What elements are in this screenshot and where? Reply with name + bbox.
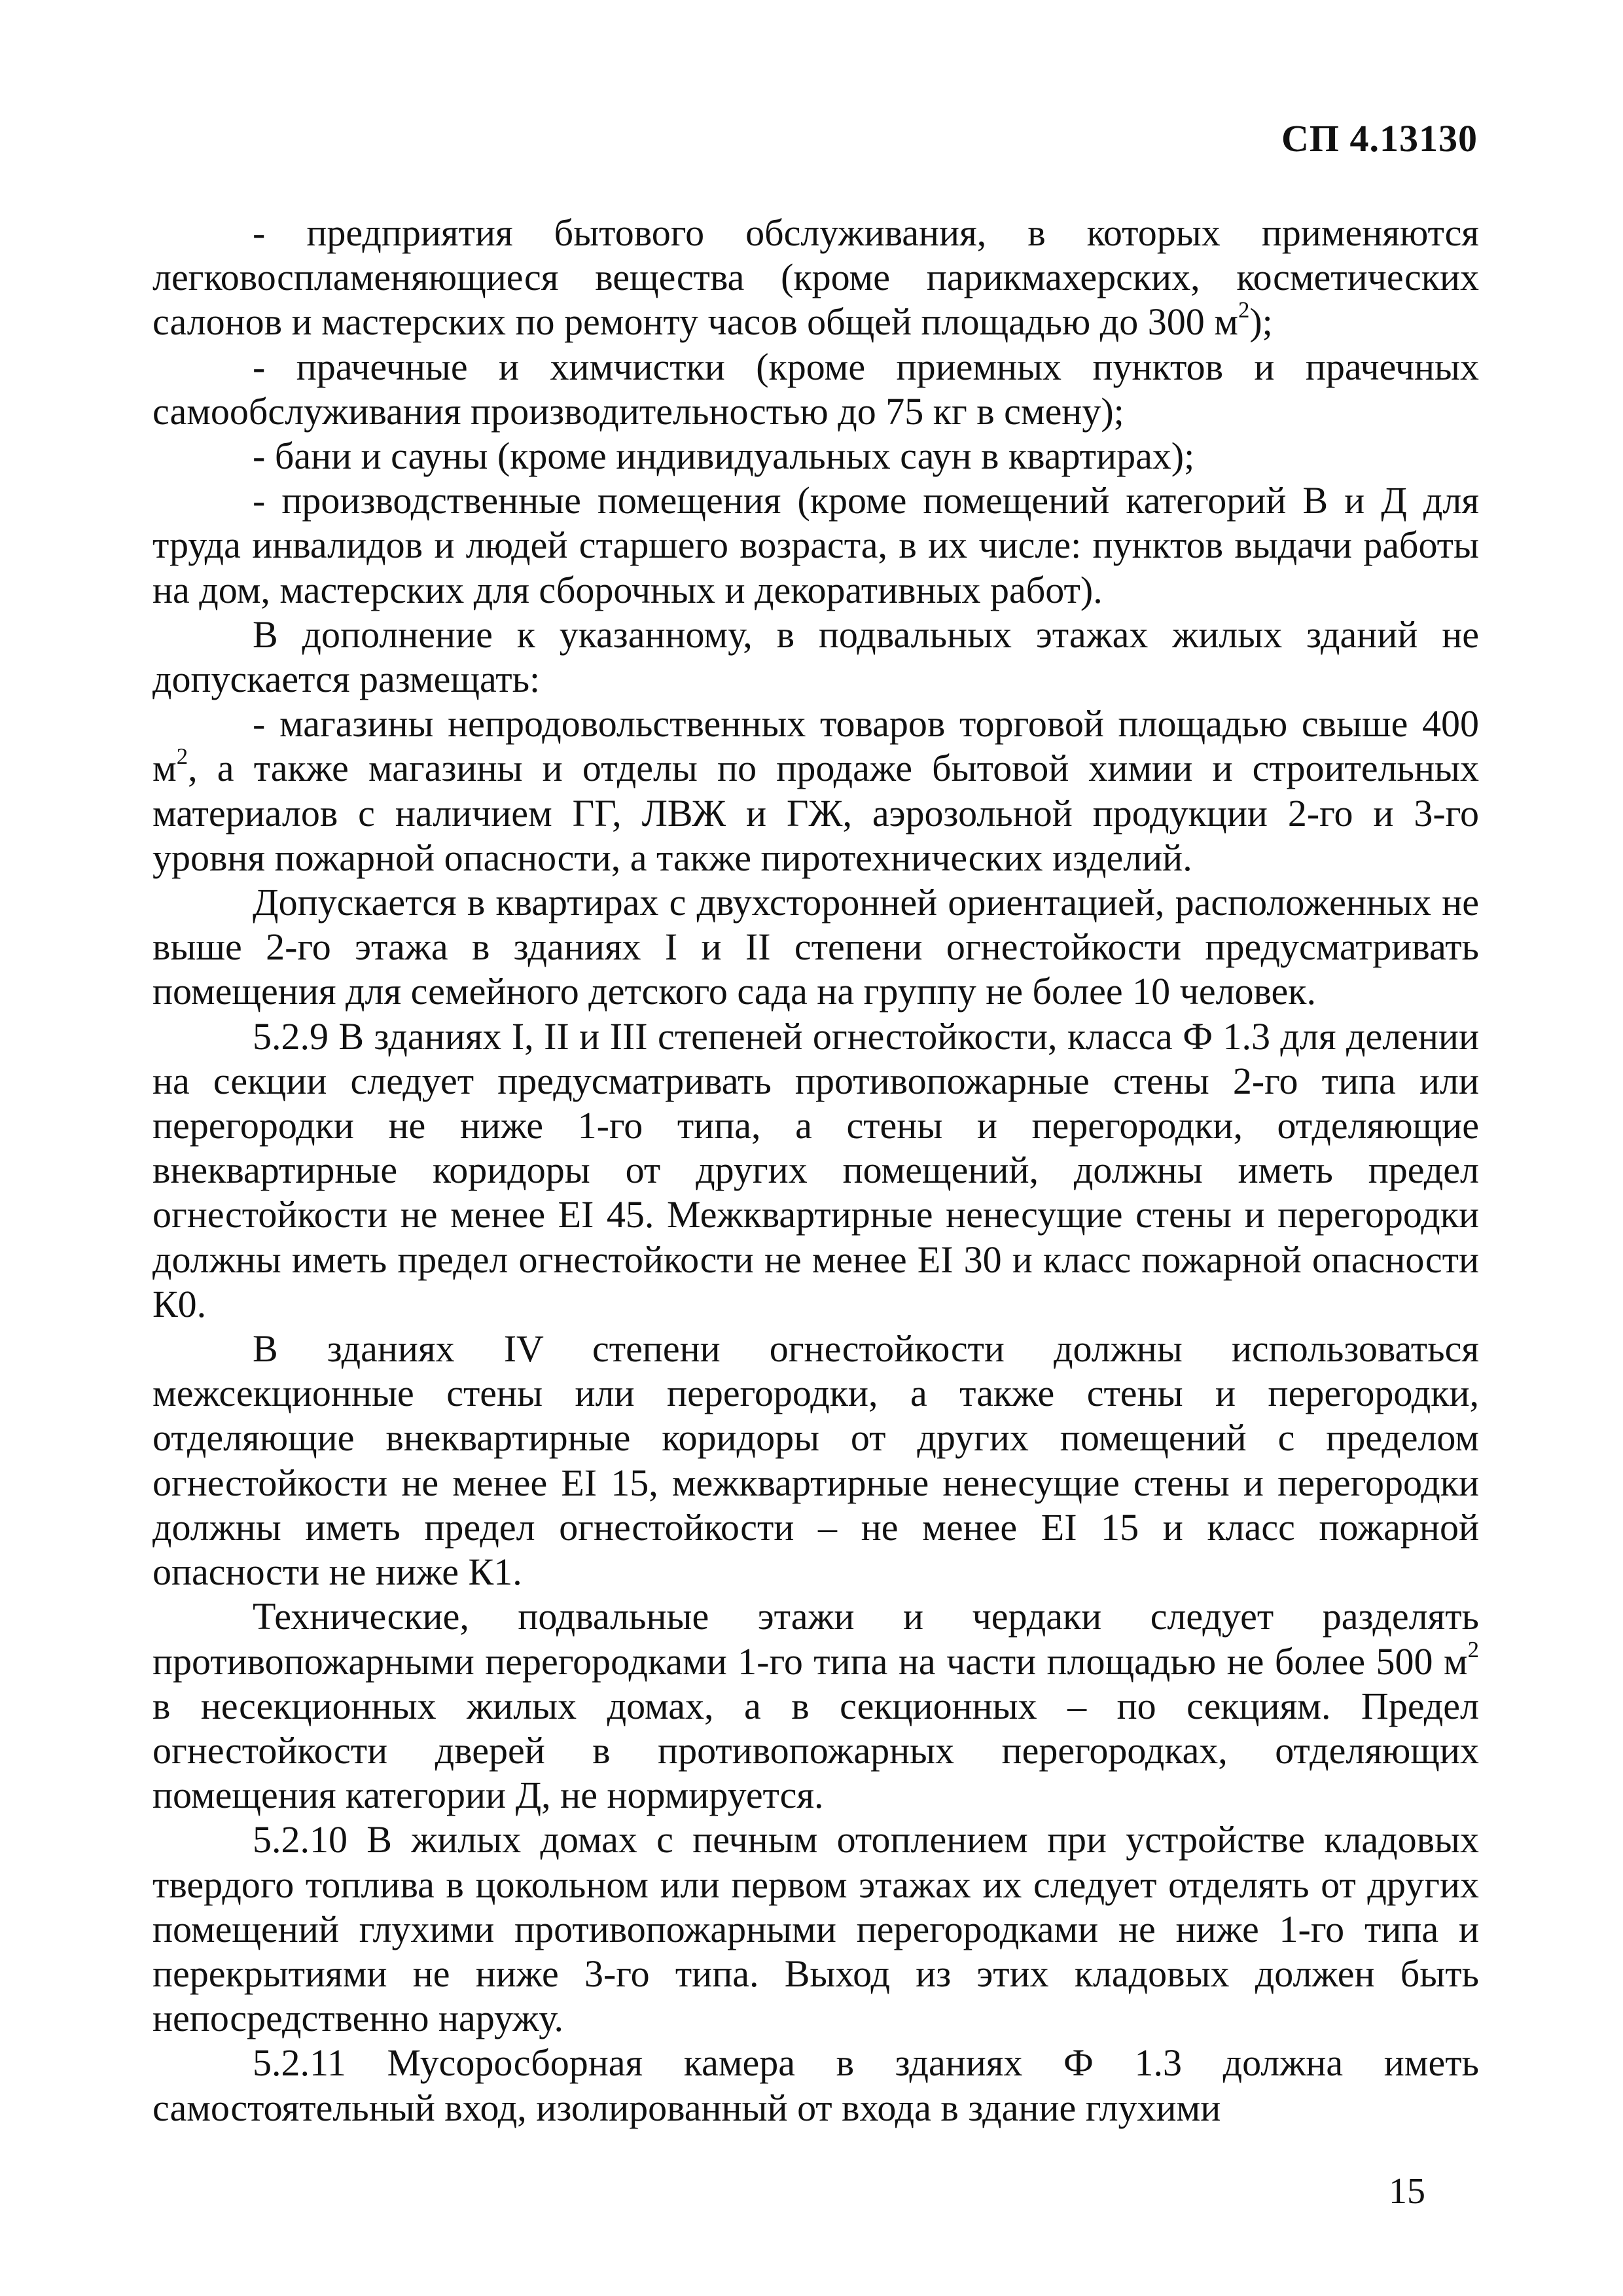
paragraph-family-kindergarten: Допускается в квартирах с двухсторонней ориентацией, расположенных не выше 2-го этажа в зданиях I и II степени огнестойкости предусматривать помещения для семейного детского сада на группу не более 10 человек. (152, 881, 1479, 1013)
document-code: СП 4.13130 (1281, 117, 1478, 160)
page-number: 15 (1389, 2171, 1425, 2212)
paragraph-clause-5-2-10: 5.2.10 В жилых домах с печным отоплением при устройстве кладовых твердого топлива в цокольном или первом этажах их следует отделять от других помещений глухими противопожарными перегородками не ниже 1-го типа и перекрытиями не ниже 3-го типа. Выход из этих кладовых должен быть непосредственно наружу. (152, 1818, 1479, 2040)
paragraph-baths-saunas: - бани и сауны (кроме индивидуальных саун в квартирах); (253, 435, 1195, 478)
paragraph-degree-iv-buildings: В зданиях IV степени огнестойкости должны использоваться межсекционные стены или перегородки, а также стены и перегородки, отделяющие внеквартирные коридоры от других помещений с пределом огнестойкости не менее EI 15, межквартирные ненесущие стены и перегородки должны иметь предел огнестойкости – не менее EI 15 и класс пожарной опасности не ниже К1. (152, 1327, 1479, 1594)
paragraph-production-rooms: - производственные помещения (кроме помещений категорий В и Д для труда инвалидов и людей старшего возраста, в их числе: пунктов выдачи работы на дом, мастерских для сборочных и декоративных работ). (152, 479, 1479, 611)
document-body (152, 211, 1479, 2130)
paragraph-nonfood-shops: - магазины непродовольственных товаров торговой площадью свыше 400 $м^2$, а также магазины и отделы по продаже бытовой химии и строительных материалов с наличием ГГ, ЛВЖ и ГЖ, аэрозольной продукции 2-го и 3-го уровня пожарной опасности, а также пиротехнических изделий. (152, 702, 1479, 879)
paragraph-clause-5-2-9: 5.2.9 В зданиях I, II и III степеней огнестойкости, класса Ф 1.3 для делении на секции следует предусматривать противопожарные стены 2-го типа или перегородки не ниже 1-го типа, а стены и перегородки, отделяющие внеквартирные коридоры от других помещений, должны иметь предел огнестойкости не менее EI 45. Межквартирные ненесущие стены и перегородки должны иметь предел огнестойкости не менее EI 30 и класс пожарной опасности К0. (152, 1014, 1479, 1325)
paragraph-laundries: - прачечные и химчистки (кроме приемных пунктов и прачечных самообслуживания производительностью до 75 кг в смену); (152, 345, 1479, 433)
paragraph-basement-intro: В дополнение к указанному, в подвальных этажах жилых зданий не допускается размещать: (152, 613, 1479, 701)
paragraph-technical-floors: Технические, подвальные этажи и чердаки следует разделять противопожарными перегородками 1-го типа на части площадью не более 500 $м^2$ в несекционных жилых домах, а в секционных – по секциям. Предел огнестойкости дверей в противопожарных перегородках, отделяющих помещения категории Д, не нормируется. (152, 1595, 1479, 1817)
paragraph-consumer-services: - предприятия бытового обслуживания, в которых применяются легковоспламеняющиеся вещества (кроме парикмахерских, косметических салонов и мастерских по ремонту часов общей площадью до 300 $м^2$); (152, 211, 1479, 344)
paragraph-clause-5-2-11: 5.2.11 Мусоросборная камера в зданиях Ф 1.3 должна иметь самостоятельный вход, изолированный от входа в здание глухими (152, 2041, 1479, 2129)
